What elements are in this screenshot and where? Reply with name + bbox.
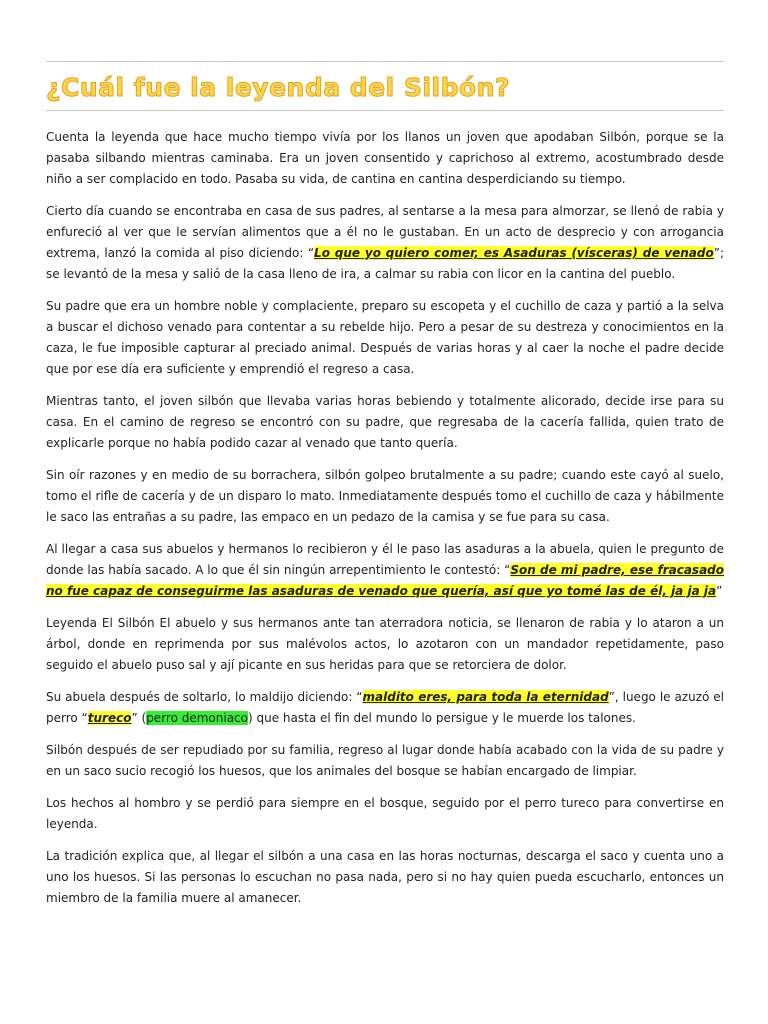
paragraph-3: Su padre que era un hombre noble y complaciente, preparo su escopeta y el cuchillo de caza y partió a la selva a buscar el dichoso venado para contentar a su rebelde hijo. Pero a pesar de su destreza y conocimientos en la caza, le fue imposible capturar al preciado animal. Después de varias horas y al caer la noche el padre decide que por ese día era suficiente y emprendió el regreso a casa. <box>46 299 724 376</box>
paragraph-6-text-a: Al llegar a casa sus abuelos y hermanos lo recibieron y él le paso las asaduras a la abuela, quien le pregunto de donde las había sacado. A lo que él sin ningún arrepentimiento le contestó: “ <box>46 542 724 577</box>
paragraph-7: Leyenda El Silbón El abuelo y sus hermanos ante tan aterradora noticia, se llenaron de rabia y lo ataron a un árbol, donde en reprimenda por sus malévolos actos, lo azotaron con un mandador repetidamente, paso seguido el abuelo puso sal y ají picante en sus heridas para que se retorciera de dolor. <box>46 616 724 672</box>
paragraph-6-text-b: ” <box>716 584 723 598</box>
paragraph-2-text-b: ”; se levantó de la mesa y salió de la casa lleno de ira, a calmar su rabia con licor en la cantina del pueblo. <box>46 246 725 281</box>
paragraph-4: Mientras tanto, el joven silbón que llevaba varias horas bebiendo y totalmente alicorado, decide irse para su casa. En el camino de regreso se encontró con su padre, que regresaba de la cacería fallida, quien trato de explicarle porque no había podido cazar al venado que tanto quería. <box>46 394 724 450</box>
paragraph-9: Silbón después de ser repudiado por su familia, regreso al lugar donde había acabado con la vida de su padre y en un saco sucio recogió los huesos, que los animales del bosque se habían encargado de limpiar. <box>46 743 724 778</box>
highlighted-quote-3: maldito eres, para toda la eternidad <box>362 690 609 704</box>
highlighted-word-tureco: tureco <box>87 711 132 725</box>
paragraph-11: La tradición explica que, al llegar el silbón a una casa en las horas nocturnas, descarga el saco y cuenta uno a uno los huesos. Si las personas lo escuchan no pasa nada, pero si no hay quien pueda escucharlo, entonces un miembro de la familia muere al amanecer. <box>46 849 724 905</box>
highlighted-quote-1: Lo que yo quiero comer, es Asaduras (vísceras) de venado <box>314 246 714 260</box>
highlighted-perro-demoniaco: perro demoniaco <box>146 711 248 725</box>
article-body <box>46 127 724 920</box>
paragraph-8-text-b: ”, luego le azuzó el perro “ <box>46 690 724 725</box>
paragraph-2-text-a: Cierto día cuando se encontraba en casa de sus padres, al sentarse a la mesa para almorzar, se llenó de rabia y enfureció al ver que le servían alimentos que a él no le gustaban. En un acto de desprecio y con arrogancia extrema, lanzó la comida al piso diciendo: “ <box>46 204 724 260</box>
paragraph-6 <box>46 539 724 602</box>
paragraph-8 <box>46 687 724 729</box>
paragraph-8-text-a: Su abuela después de soltarlo, lo maldijo diciendo: “ <box>46 690 363 704</box>
highlighted-quote-2: Son de mi padre, ese fracasado no fue capaz de conseguirme las asaduras de venado que quería, así que yo tomé las de él, ja ja ja <box>46 563 724 598</box>
page-title: ¿Cuál fue la leyenda del Silbón? <box>46 73 510 102</box>
paragraph-10: Los hechos al hombro y se perdió para siempre en el bosque, seguido por el perro tureco para convertirse en leyenda. <box>46 796 724 831</box>
paragraph-8-text-c: ” ( <box>131 711 147 725</box>
title-divider <box>46 110 724 111</box>
paragraph-1: Cuenta la leyenda que hace mucho tiempo vivía por los llanos un joven que apodaban Silbón, porque se la pasaba silbando mientras caminaba. Era un joven consentido y caprichoso al extremo, acostumbrado desde niño a ser complacido en todo. Pasaba su vida, de cantina en cantina desperdiciando su tiempo. <box>46 130 724 186</box>
paragraph-2 <box>46 201 724 285</box>
paragraph-5: Sin oír razones y en medio de su borrachera, silbón golpeo brutalmente a su padre; cuando este cayó al suelo, tomo el rifle de cacería y de un disparo lo mato. Inmediatamente después tomo el cuchillo de caza y hábilmente le saco las entrañas a su padre, las empaco en un pedazo de la camisa y se fue para su casa. <box>46 468 724 524</box>
top-divider <box>46 61 724 62</box>
paragraph-8-text-d: ) que hasta el fin del mundo lo persigue y le muerde los talones. <box>248 711 636 725</box>
